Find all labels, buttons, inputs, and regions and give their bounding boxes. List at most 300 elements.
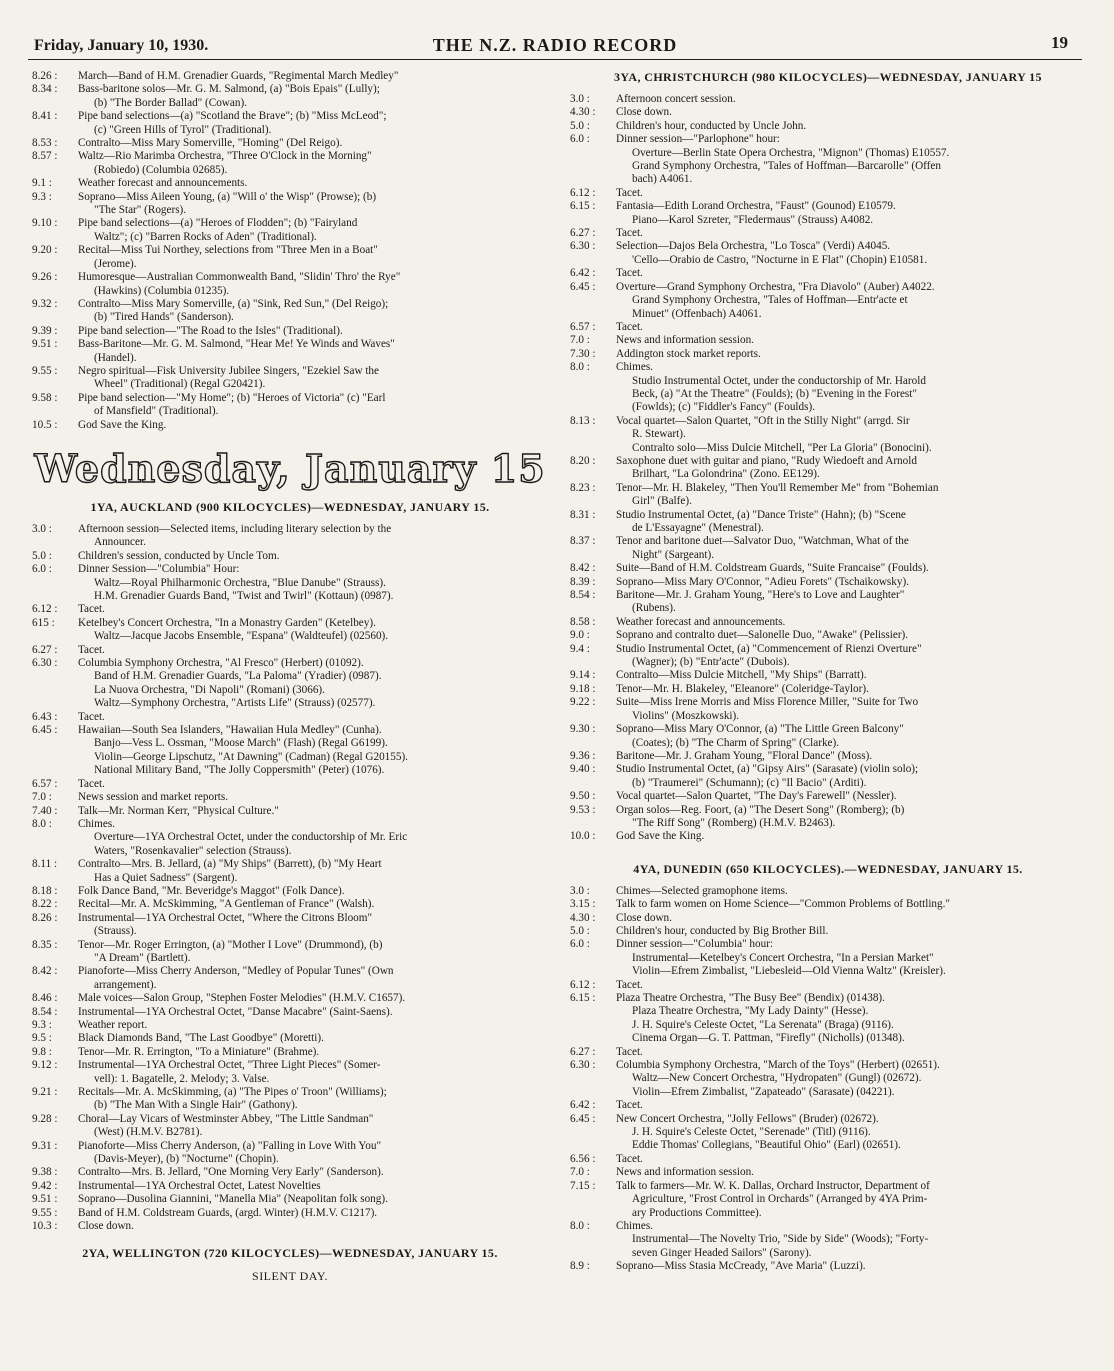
entry-time: 9.32 :: [32, 297, 58, 310]
entry-time: 8.0 :: [570, 1219, 590, 1232]
entry-time: [570, 1247, 616, 1260]
program-entry: [32, 285, 548, 298]
entry-time: 3.15 :: [570, 898, 596, 911]
program-entry: [32, 258, 548, 271]
entry-time: [32, 405, 78, 418]
entry-time: 8.54 :: [32, 1005, 58, 1018]
program-entry: [570, 683, 1086, 696]
entry-time: [570, 214, 616, 227]
entry-time: [570, 737, 616, 750]
right-column: [570, 70, 1086, 1274]
program-entry: [570, 1166, 1086, 1179]
entry-description: Tacet.: [616, 1099, 643, 1112]
entry-time: 6.30 :: [570, 1059, 596, 1072]
entry-description: Instrumental—1YA Orchestral Octet, Latest Novelties: [78, 1179, 321, 1192]
entry-time: 8.41 :: [32, 110, 58, 123]
entry-description: (b) "The Man With a Single Hair" (Gathony).: [94, 1099, 298, 1112]
entry-time: 9.30 :: [570, 723, 596, 736]
entry-description: of Mansfield" (Traditional).: [94, 405, 219, 418]
entry-time: 6.0 :: [570, 938, 590, 951]
entry-time: [32, 311, 78, 324]
program-entry: [570, 267, 1086, 280]
entry-description: Pipe band selection—"The Road to the Isles" (Traditional).: [78, 324, 343, 337]
entry-time: 6.45 :: [32, 724, 58, 737]
entry-time: [32, 684, 78, 697]
entry-time: 10.3 :: [32, 1220, 58, 1233]
entry-time: 9.1 :: [32, 177, 52, 190]
entry-description: R. Stewart).: [632, 428, 686, 441]
entry-time: [570, 817, 616, 830]
entry-time: [570, 308, 616, 321]
entry-description: Tacet.: [78, 643, 105, 656]
entry-description: Talk to farmers—Mr. W. K. Dallas, Orchard Instructor, Department of: [616, 1179, 930, 1192]
entry-time: 9.8 :: [32, 1045, 52, 1058]
program-entry: [32, 737, 548, 750]
entry-time: 4.30 :: [570, 911, 596, 924]
entry-description: 'Cello—Orabio de Castro, "Nocturne in E Flat" (Chopin) E10581.: [632, 253, 928, 266]
entry-time: [32, 737, 78, 750]
entry-time: 8.34 :: [32, 83, 58, 96]
entry-time: 8.26 :: [32, 911, 58, 924]
entry-description: Tenor—Mr. R. Errington, "To a Miniature" (Brahme).: [78, 1045, 320, 1058]
entry-time: 4.30 :: [570, 106, 596, 119]
entry-description: Waltz—Symphony Orchestra, "Artists Life" (Strauss) (02577).: [94, 697, 376, 710]
program-entry: [32, 764, 548, 777]
entry-time: 9.51 :: [32, 1193, 58, 1206]
program-entry: [32, 83, 548, 96]
entry-time: 8.35 :: [32, 938, 58, 951]
program-entry: [570, 1099, 1086, 1112]
entry-description: Waltz—Jacque Jacobs Ensemble, "Espana" (Waldteufel) (02560).: [94, 630, 389, 643]
program-entry: [32, 204, 548, 217]
program-entry: [570, 334, 1086, 347]
publication-title: THE N.Z. RADIO RECORD: [432, 35, 678, 55]
entry-time: 6.27 :: [570, 227, 596, 240]
entry-description: Contralto—Miss Mary Somerville, "Homing" (Del Reigo).: [78, 137, 343, 150]
entry-description: Tacet.: [616, 320, 643, 333]
program-entry: [32, 925, 548, 938]
entry-description: Chimes.: [616, 1219, 653, 1232]
entry-description: vell): 1. Bagatelle, 2. Melody; 3. Valse.: [94, 1072, 270, 1085]
program-list: [32, 70, 548, 432]
program-entry: [32, 979, 548, 992]
entry-description: Soprano—Miss Mary O'Connor, "Adieu Forets" (Tschaikowsky).: [616, 575, 909, 588]
entry-time: 8.13 :: [570, 414, 596, 427]
program-entry: [32, 1046, 548, 1059]
entry-description: Instrumental—1YA Orchestral Octet, "Three Light Pieces" (Somer-: [78, 1059, 381, 1072]
entry-description: Violins" (Moszkowski).: [632, 709, 740, 722]
entry-description: ary Productions Committee).: [632, 1206, 762, 1219]
entry-time: 9.39 :: [32, 324, 58, 337]
entry-time: 8.57 :: [32, 150, 58, 163]
entry-description: Pianoforte—Miss Cherry Anderson, "Medley of Popular Tunes" (Own: [78, 965, 394, 978]
entry-time: [32, 231, 78, 244]
program-entry: [32, 563, 548, 576]
entry-time: 9.18 :: [570, 682, 596, 695]
program-entry: [32, 872, 548, 885]
entry-time: [32, 536, 78, 549]
entry-description: Children's hour, conducted by Big Brother Bill.: [616, 924, 829, 937]
program-list: [32, 523, 548, 1234]
entry-time: 10.5 :: [32, 418, 58, 431]
entry-time: 8.0 :: [570, 361, 590, 374]
program-entry: [32, 898, 548, 911]
entry-time: [570, 375, 616, 388]
entry-time: [570, 522, 616, 535]
entry-time: 6.0 :: [32, 563, 52, 576]
program-entry: [32, 244, 548, 257]
entry-description: Studio Instrumental Octet, (a) "Gipsy Airs" (Sarasate) (violin solo);: [616, 763, 919, 776]
program-entry: [570, 361, 1086, 374]
entry-description: Cinema Organ—G. T. Pattman, "Firefly" (Nicholls) (01348).: [632, 1032, 905, 1045]
program-entry: [32, 858, 548, 871]
program-entry: [570, 992, 1086, 1005]
entry-description: "The Riff Song" (Romberg) (H.M.V. B2463).: [632, 816, 836, 829]
entry-description: Piano—Karol Szreter, "Fledermaus" (Strauss) A4082.: [632, 213, 874, 226]
entry-description: Pipe band selections—(a) "Scotland the Brave"; (b) "Miss McLeod";: [78, 110, 387, 123]
entry-time: 9.36 :: [570, 749, 596, 762]
entry-time: [32, 1153, 78, 1166]
program-entry: [570, 482, 1086, 495]
entry-description: de L'Essayagne" (Menestral).: [632, 522, 764, 534]
entry-description: Contralto—Miss Mary Somerville, (a) "Sink, Red Sun," (Del Reigo);: [78, 297, 389, 310]
entry-time: [570, 1126, 616, 1139]
program-entry: [32, 365, 548, 378]
entry-time: 9.40 :: [570, 763, 596, 776]
entry-time: [32, 204, 78, 217]
program-entry: [570, 1260, 1086, 1273]
program-entry: [570, 254, 1086, 267]
entry-time: 9.53 :: [570, 803, 596, 816]
entry-description: Close down.: [616, 106, 672, 119]
entry-description: Hawaiian—South Sea Islanders, "Hawaiian Hula Medley" (Cunha).: [78, 724, 382, 737]
entry-time: 9.5 :: [32, 1032, 52, 1045]
entry-description: J. H. Squire's Celeste Octet, "Serenade" (Titl) (9116).: [632, 1126, 871, 1139]
entry-time: 9.4 :: [570, 642, 590, 655]
entry-description: God Save the King.: [78, 418, 167, 431]
entry-description: Waltz—Rio Marimba Orchestra, "Three O'Clock in the Morning": [78, 150, 372, 163]
entry-description: Bass-Baritone—Mr. G. M. Salmond, "Hear Me! Ye Winds and Waves": [78, 338, 395, 351]
entry-time: [570, 710, 616, 723]
program-entry: [32, 1019, 548, 1032]
entry-description: Dinner Session—"Columbia" Hour:: [78, 563, 240, 576]
entry-description: Bass-baritone solos—Mr. G. M. Salmond, (a) "Bois Epais" (Lully);: [78, 83, 380, 96]
program-entry: [570, 1005, 1086, 1018]
program-entry: [570, 790, 1086, 803]
program-entry: [32, 523, 548, 536]
program-entry: [570, 1180, 1086, 1193]
entry-time: [570, 1193, 616, 1206]
entry-description: Grand Symphony Orchestra, "Tales of Hoffman—Barcarolle" (Offen: [632, 160, 941, 173]
program-entry: [32, 617, 548, 630]
entry-time: [570, 1005, 616, 1018]
program-entry: [32, 1140, 548, 1153]
entry-time: 6.27 :: [570, 1045, 596, 1058]
entry-time: [32, 1073, 78, 1086]
entry-time: 9.55 :: [32, 364, 58, 377]
entry-time: 5.0 :: [32, 549, 52, 562]
entry-time: 9.3 :: [32, 190, 52, 203]
program-entry: [570, 1032, 1086, 1045]
entry-description: Fantasia—Edith Lorand Orchestra, "Faust" (Gounod) E10579.: [616, 200, 896, 213]
entry-description: Soprano—Miss Stasia McCready, "Ave Maria" (Luzzi).: [616, 1260, 866, 1273]
entry-time: 5.0 :: [570, 924, 590, 937]
entry-time: 8.22 :: [32, 898, 58, 911]
program-entry: [570, 522, 1086, 535]
entry-time: 8.54 :: [570, 589, 596, 602]
program-entry: [32, 338, 548, 351]
entry-description: Recital—Miss Tui Northey, selections from "Three Men in a Boat": [78, 244, 378, 257]
entry-description: Contralto—Miss Dulcie Mitchell, "My Ships" (Barratt).: [616, 669, 867, 682]
program-entry: [570, 321, 1086, 334]
entry-time: 6.30 :: [32, 657, 58, 670]
program-entry: [32, 711, 548, 724]
program-entry: [32, 352, 548, 365]
entry-time: [570, 1032, 616, 1045]
entry-description: Afternoon session—Selected items, including literary selection by the: [78, 522, 392, 535]
entry-description: Soprano and contralto duet—Salonelle Duo, "Awake" (Pelissier).: [616, 629, 909, 642]
program-entry: [570, 602, 1086, 615]
entry-time: [570, 549, 616, 562]
entry-description: Suite—Miss Irene Morris and Miss Florence Miller, "Suite for Two: [616, 696, 919, 709]
issue-date: Friday, January 10, 1930.: [34, 37, 209, 54]
entry-description: Contralto—Mrs. B. Jellard, "One Morning Very Early" (Sanderson).: [78, 1166, 384, 1179]
program-entry: [570, 348, 1086, 361]
entry-description: Saxophone duet with guitar and piano, "Rudy Wiedoeft and Arnold: [616, 454, 917, 467]
program-entry: [570, 442, 1086, 455]
entry-description: La Nuova Orchestra, "Di Napoli" (Romani) (3066).: [94, 683, 325, 696]
entry-description: Waltz—New Concert Orchestra, "Hydropaten" (Gungl) (02672).: [632, 1072, 922, 1085]
entry-time: [32, 751, 78, 764]
program-entry: [32, 1099, 548, 1112]
entry-description: Brilhart, "La Golondrina" (Zono. EE129).: [632, 468, 820, 481]
entry-description: Dinner session—"Columbia" hour:: [616, 938, 774, 951]
entry-description: arrangement).: [94, 978, 157, 991]
entry-time: [32, 670, 78, 683]
entry-time: [570, 495, 616, 508]
entry-description: Tacet.: [78, 710, 105, 723]
program-entry: [570, 415, 1086, 428]
program-entry: [32, 724, 548, 737]
program-entry: [570, 1072, 1086, 1085]
program-entry: [570, 106, 1086, 119]
entry-description: Tacet.: [616, 227, 643, 240]
program-entry: [32, 1086, 548, 1099]
entry-time: [32, 952, 78, 965]
entry-description: Tenor—Mr. H. Blakeley, "Eleanore" (Coleridge-Taylor).: [616, 682, 869, 695]
program-entry: [32, 550, 548, 563]
program-entry: [32, 1113, 548, 1126]
entry-time: 8.53 :: [32, 137, 58, 150]
entry-time: [32, 764, 78, 777]
program-entry: [570, 830, 1086, 843]
entry-description: Has a Quiet Sadness" (Sargent).: [94, 871, 238, 884]
program-entry: [570, 723, 1086, 736]
entry-time: 6.57 :: [570, 320, 596, 333]
entry-time: [570, 1072, 616, 1085]
entry-description: Soprano—Miss Aileen Young, (a) "Will o' the Wisp" (Prowse); (b): [78, 190, 377, 203]
entry-description: Negro spiritual—Fisk University Jubilee Singers, "Ezekiel Saw the: [78, 364, 379, 377]
entry-time: [570, 147, 616, 160]
entry-description: (Robiedo) (Columbia 02685).: [94, 163, 228, 176]
entry-time: 5.0 :: [570, 119, 590, 132]
program-entry: [570, 468, 1086, 481]
entry-description: Agriculture, "Frost Control in Orchards" (Arranged by 4YA Prim-: [632, 1193, 928, 1206]
entry-description: Girl" (Balfe).: [632, 495, 692, 508]
entry-description: Selection—Dajos Bela Orchestra, "Lo Tosca" (Verdi) A4045.: [616, 240, 891, 253]
entry-time: 9.55 :: [32, 1206, 58, 1219]
entry-time: [32, 258, 78, 271]
program-entry: [32, 1207, 548, 1220]
entry-description: Black Diamonds Band, "The Last Goodbye" (Moretti).: [78, 1032, 324, 1045]
entry-time: 8.31 :: [570, 508, 596, 521]
entry-time: [570, 1233, 616, 1246]
entry-description: (b) "Tired Hands" (Sanderson).: [94, 311, 234, 324]
entry-time: 8.39 :: [570, 575, 596, 588]
program-entry: [570, 576, 1086, 589]
program-entry: [32, 912, 548, 925]
section-heading-4ya: 4YA, DUNEDIN (650 KILOCYCLES).—WEDNESDAY, JANUARY 15.: [633, 861, 1023, 876]
program-entry: [32, 603, 548, 616]
entry-time: [570, 602, 616, 615]
entry-description: Eddie Thomas' Collegians, "Beautiful Ohio" (Earl) (02651).: [632, 1139, 901, 1152]
entry-description: Ketelbey's Concert Orchestra, "In a Monastry Garden" (Ketelbey).: [78, 616, 376, 629]
program-entry: [570, 375, 1086, 388]
entry-description: Contralto—Mrs. B. Jellard, (a) "My Ships" (Barrett), (b) "My Heart: [78, 858, 382, 871]
entry-description: Tacet.: [78, 777, 105, 790]
program-entry: [32, 791, 548, 804]
entry-time: 3.0 :: [32, 522, 52, 535]
entry-description: Waltz—Royal Philharmonic Orchestra, "Blue Danube" (Strauss).: [94, 576, 386, 589]
entry-description: Pipe band selections—(a) "Heroes of Flodden"; (b) "Fairyland: [78, 217, 358, 230]
entry-description: Pianoforte—Miss Cherry Anderson, (a) "Falling in Love With You": [78, 1139, 382, 1152]
program-entry: [570, 214, 1086, 227]
entry-description: Humoresque—Australian Commonwealth Band, "Slidin' Thro' the Rye": [78, 271, 401, 284]
entry-description: Organ solos—Reg. Foort, (a) "The Desert Song" (Romberg); (b): [616, 803, 905, 816]
program-entry: [570, 938, 1086, 951]
entry-description: Suite—Band of H.M. Coldstream Guards, "Suite Francaise" (Foulds).: [616, 562, 929, 575]
entry-description: Night" (Sargeant).: [632, 548, 715, 561]
left-column: [32, 70, 548, 1284]
entry-description: Recitals—Mr. A. McSkimming, (a) "The Pipes o' Troon" (Williams);: [78, 1086, 387, 1099]
program-entry: [32, 965, 548, 978]
program-entry: [570, 643, 1086, 656]
entry-description: Weather report.: [78, 1019, 148, 1031]
program-entry: [570, 388, 1086, 401]
entry-description: Tenor and baritone duet—Salvator Duo, "Watchman, What of the: [616, 535, 909, 548]
entry-description: Children's hour, conducted by Uncle John.: [616, 119, 807, 132]
program-entry: [32, 137, 548, 150]
entry-time: 7.40 :: [32, 804, 58, 817]
entry-description: Minuet" (Offenbach) A4061.: [632, 307, 762, 320]
entry-time: 8.18 :: [32, 884, 58, 897]
entry-time: [32, 1126, 78, 1139]
program-entry: [32, 1006, 548, 1019]
entry-time: [570, 428, 616, 441]
program-entry: [570, 187, 1086, 200]
entry-description: Chimes.: [616, 361, 653, 374]
program-entry: [32, 590, 548, 603]
entry-time: 6.56 :: [570, 1152, 596, 1165]
entry-description: (c) "Green Hills of Tyrol" (Traditional).: [94, 123, 272, 136]
entry-description: Chimes.: [78, 817, 115, 830]
program-entry: [570, 549, 1086, 562]
entry-description: Dinner session—"Parlophone" hour:: [616, 133, 780, 146]
program-entry: [32, 992, 548, 1005]
entry-description: Talk to farm women on Home Science—"Common Problems of Bottling.": [616, 898, 950, 911]
program-entry: [32, 885, 548, 898]
program-entry: [32, 1032, 548, 1045]
entry-description: Plaza Theatre Orchestra, "My Lady Dainty" (Hesse).: [632, 1005, 869, 1018]
entry-description: Studio Instrumental Octet, (a) "Dance Triste" (Hahn); (b) "Scene: [616, 508, 906, 521]
entry-description: Wheel" (Traditional) (Regal G20421).: [94, 378, 266, 391]
program-entry: [570, 294, 1086, 307]
program-entry: [570, 1247, 1086, 1260]
program-entry: [570, 281, 1086, 294]
entry-time: 6.45 :: [570, 280, 596, 293]
entry-time: 8.9 :: [570, 1260, 590, 1273]
entry-time: 8.11 :: [32, 858, 58, 871]
entry-description: bach) A4061.: [632, 173, 693, 186]
entry-description: Baritone—Mr. J. Graham Young, "Here's to Love and Laughter": [616, 589, 905, 602]
entry-description: Children's session, conducted by Uncle Tom.: [78, 549, 280, 562]
entry-time: 9.31 :: [32, 1139, 58, 1152]
entry-time: [32, 590, 78, 603]
entry-description: (Hawkins) (Columbia 01235).: [94, 284, 230, 297]
program-entry: [570, 240, 1086, 253]
entry-time: [570, 401, 616, 414]
program-entry: [570, 669, 1086, 682]
program-entry: [570, 1153, 1086, 1166]
entry-description: Tacet.: [616, 186, 643, 199]
entry-description: Instrumental—1YA Orchestral Octet, "Where the Citrons Bloom": [78, 911, 373, 924]
program-entry: [32, 778, 548, 791]
section-heading-2ya: 2YA, WELLINGTON (720 KILOCYCLES)—WEDNESDAY, JANUARY 15.: [82, 1245, 498, 1260]
program-entry: [570, 1220, 1086, 1233]
program-entry: [32, 150, 548, 163]
program-entry: [570, 120, 1086, 133]
program-entry: [32, 630, 548, 643]
program-entry: [32, 1220, 548, 1233]
entry-time: 6.30 :: [570, 240, 596, 253]
program-entry: [570, 1046, 1086, 1059]
entry-description: (West) (H.M.V. B2781).: [94, 1126, 203, 1139]
entry-description: Studio Instrumental Octet, under the conductorship of Mr. Harold: [632, 374, 926, 387]
entry-time: 6.42 :: [570, 1099, 596, 1112]
entry-description: Addington stock market reports.: [616, 347, 761, 360]
entry-time: 6.15 :: [570, 200, 596, 213]
program-entry: [32, 1166, 548, 1179]
program-entry: [570, 147, 1086, 160]
entry-description: Soprano—Dusolina Giannini, "Manella Mia" (Neapolitan folk song).: [78, 1193, 388, 1206]
program-entry: [570, 200, 1086, 213]
entry-description: Violin—Efrem Zimbalist, "Zapateado" (Sarasate) (04221).: [632, 1085, 895, 1098]
entry-description: News session and market reports.: [78, 791, 229, 804]
program-entry: [570, 160, 1086, 173]
program-entry: [570, 979, 1086, 992]
entry-description: News and information session.: [616, 1166, 754, 1179]
entry-description: Studio Instrumental Octet, (a) "Commencement of Rienzi Overture": [616, 642, 922, 655]
program-entry: [570, 1139, 1086, 1152]
entry-time: 8.26 :: [32, 70, 58, 82]
entry-description: Tacet.: [78, 603, 105, 616]
entry-time: 6.12 :: [570, 978, 596, 991]
entry-time: 8.46 :: [32, 992, 58, 1005]
entry-description: Baritone—Mr. J. Graham Young, "Floral Dance" (Moss).: [616, 749, 873, 762]
entry-time: [32, 352, 78, 365]
entry-description: Plaza Theatre Orchestra, "The Busy Bee" (Bendix) (01438).: [616, 992, 885, 1004]
program-entry: [570, 509, 1086, 522]
